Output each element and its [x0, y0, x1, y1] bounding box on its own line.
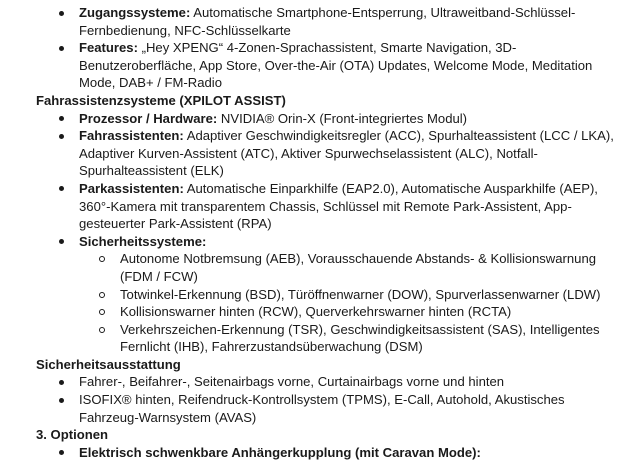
item-label: Sicherheitssysteme [79, 233, 203, 249]
sub-list-item: Totwinkel-Erkennung (BSD), Türöffnenwarner (DOW), Spurverlassenwarner (LDW) [120, 286, 620, 304]
sicherheitssysteme-sublist [0, 250, 628, 356]
heading-optionen: 3. Optionen [36, 427, 109, 443]
item-label: Features [79, 40, 134, 56]
item-label: Fahrassistenten [79, 128, 180, 144]
access-features-list [0, 4, 628, 92]
item-text: NVIDIA® Orin-X (Front-integriertes Modul) [217, 110, 468, 126]
sub-list-item: Kollisionswarner hinten (RCW), Querverkehrswarner hinten (RCTA) [120, 303, 620, 321]
list-item-prozessor: Prozessor / Hardware: NVIDIA® Orin-X (Front-integriertes Modul) [79, 110, 620, 128]
list-item-fahrassistenten: Fahrassistenten: Adaptiver Geschwindigkeitsregler (ACC), Spurhalteassistent (LCC / LKA), Adaptiver Kurven-Assistent (ATC), Aktiver Spurwechselassistent (ALC), Notfall-Spurhalteassistent (ELK) [79, 127, 620, 180]
item-label: Elektrisch schwenkbare Anhängerkupplung (mit Caravan Mode): [79, 444, 481, 460]
item-text: Adaptiver Geschwindigkeitsregler (ACC), Spurhalteassistent (LCC / LKA), Adaptiver Kurven-Assistent (ATC), Aktiver Spurwechselassistent (ALC), Notfall-Spurhalteassistent (ELK) [79, 128, 614, 179]
list-item: Fahrer-, Beifahrer-, Seitenairbags vorne, Curtainairbags vorne und hinten [79, 373, 620, 391]
item-label: Parkassistenten [79, 180, 180, 196]
optionen-list [0, 444, 628, 462]
item-label: Prozessor / Hardware [79, 110, 213, 126]
list-item-zugangssysteme: Zugangssysteme: Automatische Smartphone-Entsperrung, Ultraweitband-Schlüssel-Fernbedienung, NFC-Schlüsselkarte [79, 4, 620, 39]
sicherheitsausstattung-list [0, 373, 628, 426]
heading-sicherheitsausstattung: Sicherheitsausstattung [36, 356, 181, 372]
item-text: Automatische Smartphone-Entsperrung, Ultraweitband-Schlüssel-Fernbedienung, NFC-Schlüsselkarte [79, 5, 576, 38]
fahrassistenz-list [0, 110, 628, 251]
list-item: ISOFIX® hinten, Reifendruck-Kontrollsystem (TPMS), E-Call, Autohold, Akustisches Fahrzeug-Warnsystem (AVAS) [79, 391, 620, 426]
list-item-sicherheitssysteme: Sicherheitssysteme: [79, 233, 620, 251]
list-item-parkassistenten: Parkassistenten: Automatische Einparkhilfe (EAP2.0), Automatische Ausparkhilfe (AEP), 360°-Kamera mit transparentem Chassis, Schlüssel mit Remote Park-Assistent, App-gesteuerter Park-Assistent (RPA) [79, 180, 620, 233]
item-label: Zugangssysteme [79, 5, 186, 20]
item-text: „Hey XPENG“ 4-Zonen-Sprachassistent, Smarte Navigation, 3D-Benutzeroberfläche, App Store, Over-the-Air (OTA) Updates, Welcome Mode, Meditation Mode, DAB+ / FM-Radio [79, 40, 593, 91]
sub-list-item: Verkehrszeichen-Erkennung (TSR), Geschwindigkeitsassistent (SAS), Intelligentes Fernlicht (IHB), Fahrerzustandsüberwachung (DSM) [120, 321, 620, 356]
item-text: Automatische Einparkhilfe (EAP2.0), Automatische Ausparkhilfe (AEP), 360°-Kamera mit transparentem Chassis, Schlüssel mit Remote Park-Assistent, App-gesteuerter Park-Assistent (RPA) [79, 180, 598, 232]
list-item-features: Features: „Hey XPENG“ 4-Zonen-Sprachassistent, Smarte Navigation, 3D-Benutzeroberfläche, App Store, Over-the-Air (OTA) Updates, Welcome Mode, Meditation Mode, DAB+ / FM-Radio [79, 39, 620, 92]
sub-list-item: Autonome Notbremsung (AEB), Vorausschauende Abstands- & Kollisionswarnung (FDM / FCW) [120, 250, 620, 285]
heading-fahrassistenzsysteme: Fahrassistenzsysteme (XPILOT ASSIST) [36, 92, 286, 108]
list-item-anhaengerkupplung [79, 444, 620, 462]
